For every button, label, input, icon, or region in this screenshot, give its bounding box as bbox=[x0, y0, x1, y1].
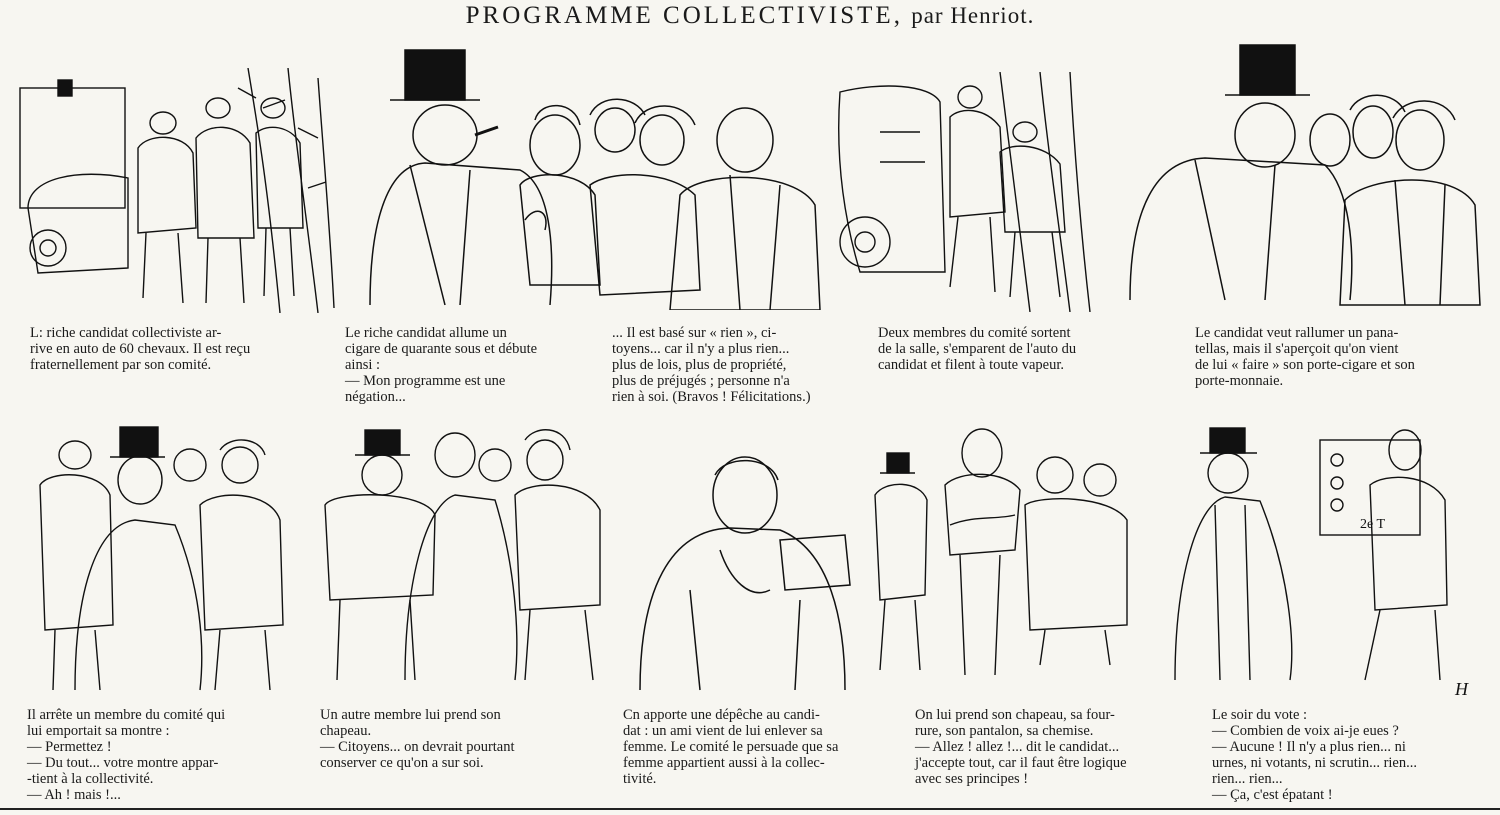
artist-signature: H bbox=[1455, 679, 1468, 699]
panel-3-drawing bbox=[820, 72, 1100, 312]
panel-8-drawing bbox=[865, 425, 1135, 690]
panel-7-drawing bbox=[630, 440, 860, 695]
caption-panel-8: Cn apporte une dépêche au candi- dat : un ami vient de lui enlever sa femme. Le comité le persuade que sa femme appartient aussi à la collec- tivité. bbox=[623, 707, 839, 787]
caption-panel-2: Le riche candidat allume un cigare de quarante sous et débute ainsi : — Mon programme est une négation... bbox=[345, 325, 538, 405]
panel-1-illustration bbox=[18, 68, 336, 313]
panel-5-illustration bbox=[25, 425, 290, 695]
panel-2-drawing bbox=[350, 45, 830, 310]
caption-panel-3: ... Il est basé sur « rien », ci- toyens... car il n'y a plus rien... plus de lois, plus de propriété, plus de préjugés ; personne n'a rien à soi. (Bravos ! Félicitations.) bbox=[612, 325, 811, 405]
panel-9-illustration bbox=[1165, 425, 1485, 705]
title-main: PROGRAMME COLLECTIVISTE, bbox=[465, 2, 903, 29]
page-title bbox=[0, 2, 1500, 30]
panel-4-illustration bbox=[1125, 40, 1485, 310]
panel-3-illustration bbox=[820, 72, 1100, 312]
panel-4-drawing bbox=[1125, 40, 1485, 310]
panel-5-drawing bbox=[25, 425, 290, 695]
title-byline: par Henriot. bbox=[911, 3, 1035, 28]
panel-7-illustration bbox=[630, 440, 860, 695]
panel-9-drawing bbox=[1165, 425, 1485, 705]
poster-text: 2e T bbox=[1360, 517, 1386, 532]
panel-8-illustration bbox=[865, 425, 1135, 690]
caption-panel-6: Il arrête un membre du comité qui lui emportait sa montre : — Permettez ! — Du tout... votre montre appar- -tient à la collectivité. — Ah ! mais !... bbox=[27, 707, 226, 803]
panel-2-illustration bbox=[350, 45, 830, 310]
caption-panel-5: Le candidat veut rallumer un pana- tellas, mais il s'aperçoit qu'on vient de lui « faire » son porte-cigare et son porte-monnaie. bbox=[1195, 325, 1415, 389]
caption-panel-4: Deux membres du comité sortent de la salle, s'emparent de l'auto du candidat et filent à toute vapeur. bbox=[878, 325, 1077, 373]
caption-panel-10: Le soir du vote : — Combien de voix ai-je eues ? — Aucune ! Il n'y a plus rien... ni urnes, ni votants, ni scrutin... rien... rien... rien... — Ça, c'est épatant ! bbox=[1212, 707, 1417, 803]
caption-panel-7: Un autre membre lui prend son chapeau. — Citoyens... on devrait pourtant conserver ce qu'on a sur soi. bbox=[320, 707, 515, 771]
panel-6-illustration bbox=[315, 425, 615, 695]
bottom-rule bbox=[0, 808, 1500, 810]
caption-panel-1: L: riche candidat collectiviste ar- rive en auto de 60 chevaux. Il est reçu fraternellement par son comité. bbox=[30, 325, 251, 373]
panel-1-drawing bbox=[18, 68, 336, 313]
panel-6-drawing bbox=[315, 425, 615, 695]
caption-panel-9: On lui prend son chapeau, sa four- rure, son pantalon, sa chemise. — Allez ! allez !... dit le candidat... j'accepte tout, car il faut être logique avec ses principes ! bbox=[915, 707, 1127, 787]
